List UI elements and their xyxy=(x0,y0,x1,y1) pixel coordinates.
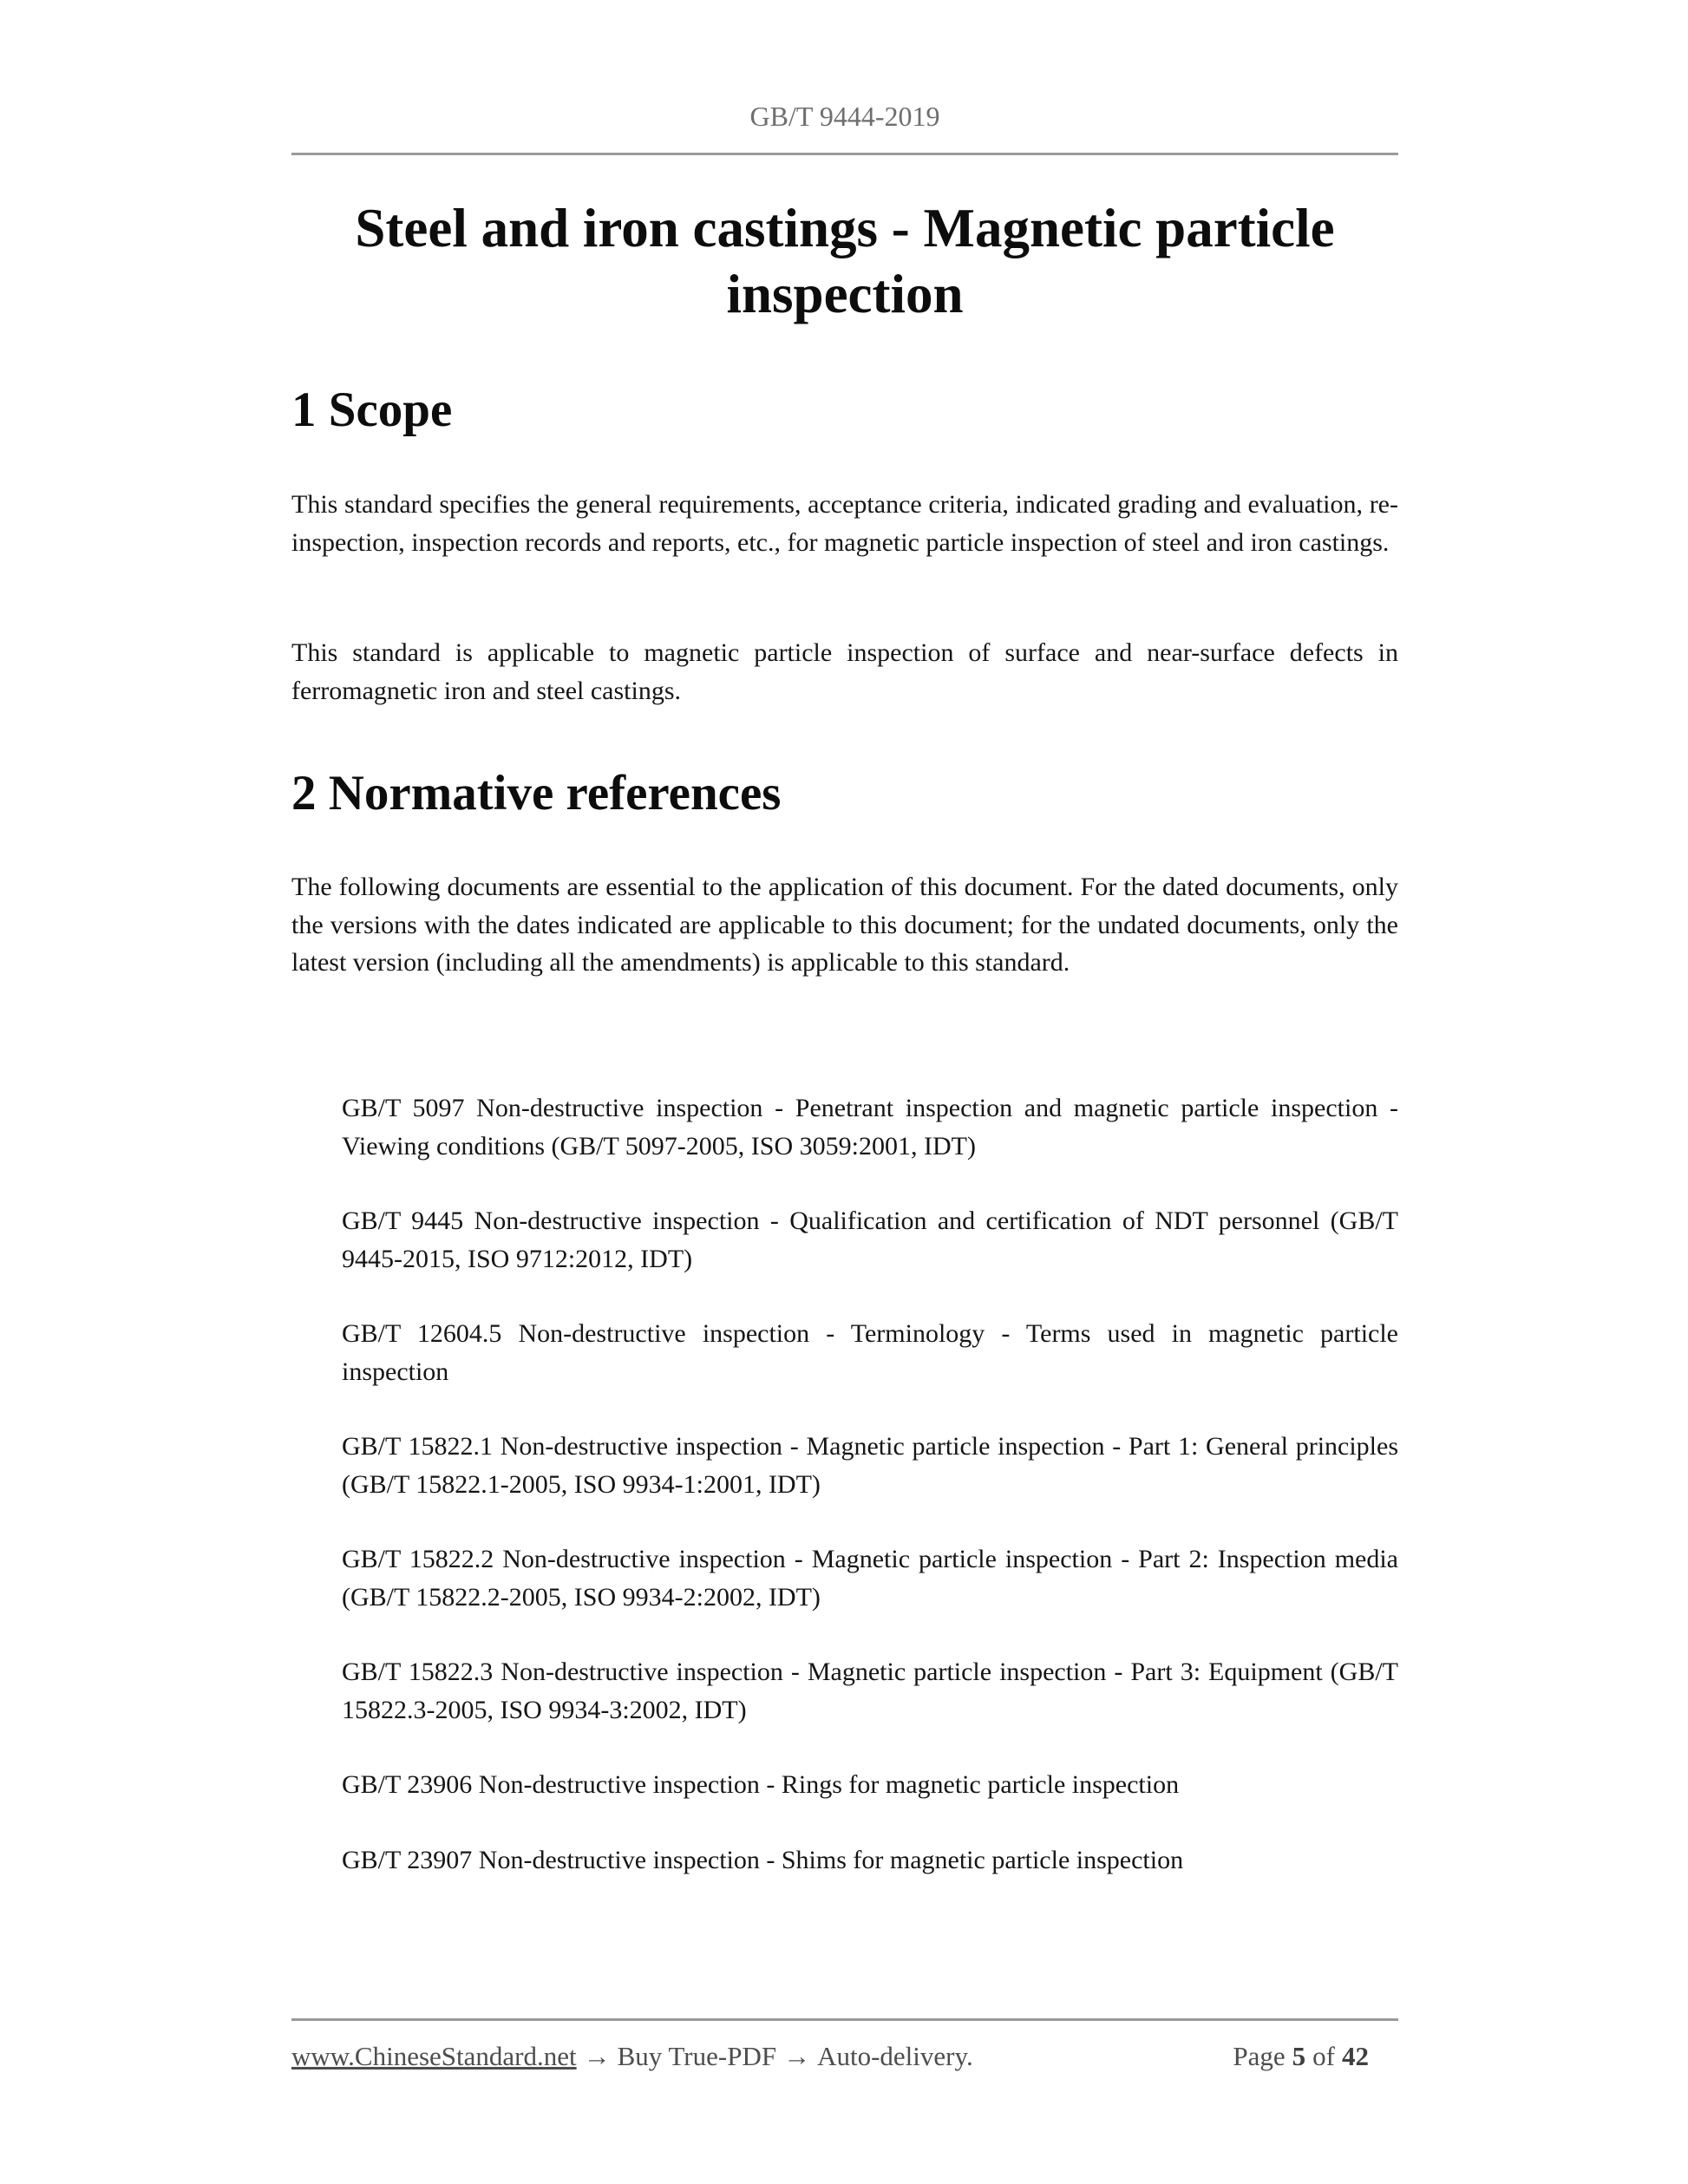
section-heading-normative-references: 2 Normative references xyxy=(291,766,782,821)
footer-rule xyxy=(291,2018,1398,2021)
reference-item: GB/T 23906 Non-destructive inspection - Rings for magnetic particle inspection xyxy=(342,1770,1180,1799)
page-title: Steel and iron castings - Magnetic particle inspection xyxy=(355,198,1335,324)
header-doc-number: GB/T 9444-2019 xyxy=(749,101,940,132)
scope-paragraph-2: This standard is applicable to magnetic particle inspection of surface and near-surface defects in ferromagnetic iron and steel castings. xyxy=(291,638,1398,705)
reference-item: GB/T 5097 Non-destructive inspection - Penetrant inspection and magnetic particle inspection - Viewing conditions (GB/T 5097-2005, ISO 3059:2001, IDT) xyxy=(342,1094,1398,1161)
footer-page-indicator xyxy=(1229,2040,1398,2073)
reference-item: GB/T 15822.1 Non-destructive inspection - Magnetic particle inspection - Part 1: General principles (GB/T 15822.1-2005, ISO 9934-1:2001, IDT) xyxy=(342,1432,1398,1499)
reference-item: GB/T 12604.5 Non-destructive inspection - Terminology - Terms used in magnetic particle inspection xyxy=(342,1319,1398,1386)
arrow-right-icon: → xyxy=(583,2041,611,2071)
arrow-right-icon: → xyxy=(783,2041,811,2071)
footer xyxy=(291,2040,1398,2073)
reference-item: GB/T 15822.2 Non-destructive inspection - Magnetic particle inspection - Part 2: Inspection media (GB/T 15822.2-2005, ISO 9934-2:2002, IDT) xyxy=(342,1545,1398,1612)
normative-intro-paragraph: The following documents are essential to the application of this document. For the dated documents, only the versions with the dates indicated are applicable to this document; for the undated documents, only the latest version (including all the amendments) is applicable to this standard. xyxy=(291,873,1398,977)
reference-item: GB/T 9445 Non-destructive inspection - Qualification and certification of NDT personnel (GB/T 9445-2015, ISO 9712:2012, IDT) xyxy=(342,1206,1398,1273)
section-heading-scope: 1 Scope xyxy=(291,383,453,437)
reference-item: GB/T 23907 Non-destructive inspection - Shims for magnetic particle inspection xyxy=(342,1846,1184,1874)
page-word: Page xyxy=(1233,2041,1286,2071)
footer-buy-text: Buy True-PDF xyxy=(617,2041,777,2071)
of-word: of xyxy=(1312,2041,1335,2071)
total-pages: 42 xyxy=(1342,2041,1369,2071)
header-rule xyxy=(291,153,1398,155)
page-number: 5 xyxy=(1292,2041,1306,2071)
reference-item: GB/T 15822.3 Non-destructive inspection - Magnetic particle inspection - Part 3: Equipment (GB/T 15822.3-2005, ISO 9934-3:2002, IDT) xyxy=(342,1658,1398,1724)
scope-paragraph-1: This standard specifies the general requirements, acceptance criteria, indicated grading and evaluation, re-inspection, inspection records and reports, etc., for magnetic particle inspection of steel and iron castings. xyxy=(291,490,1398,557)
footer-site-link[interactable]: www.ChineseStandard.net xyxy=(291,2041,577,2071)
footer-left-text xyxy=(291,2040,973,2073)
footer-delivery-text: Auto-delivery. xyxy=(817,2041,973,2071)
